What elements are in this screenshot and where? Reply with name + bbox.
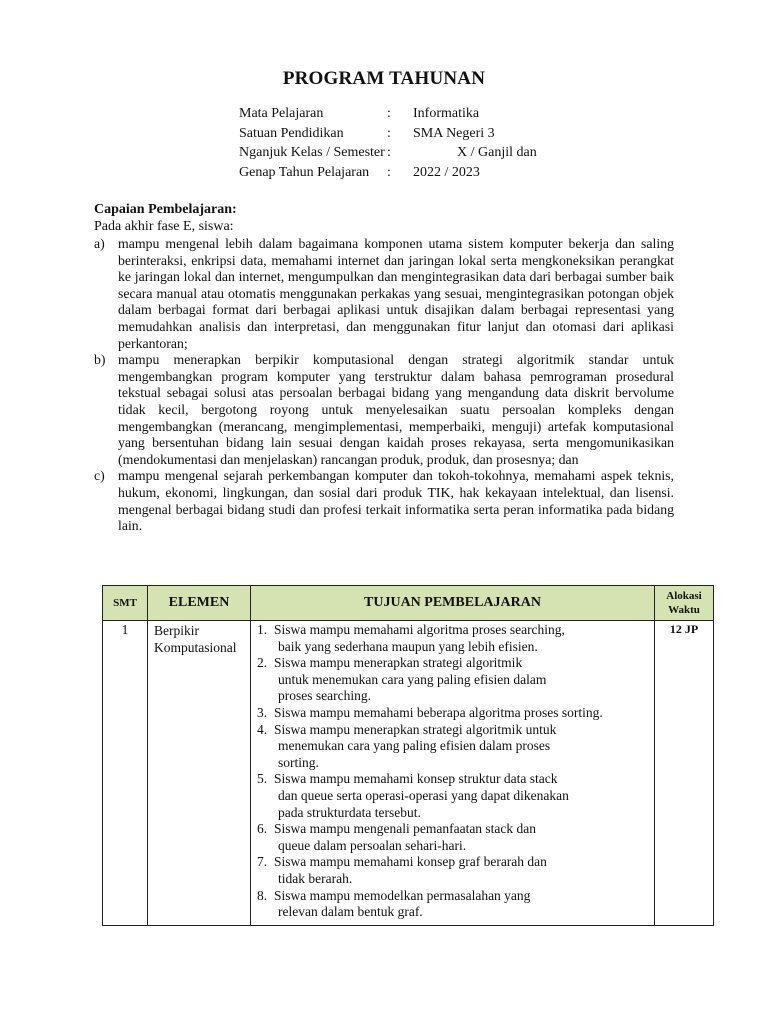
header-smt: SMT — [103, 586, 148, 621]
tujuan-item — [257, 771, 650, 821]
meta-label: Mata Pelajaran — [239, 106, 324, 121]
tujuan-line: sorting. — [278, 754, 319, 770]
document-meta — [239, 104, 537, 182]
cell-tujuan — [251, 621, 655, 926]
tujuan-line: pada strukturdata tersebut. — [278, 804, 421, 820]
header-elemen: ELEMEN — [148, 586, 251, 621]
tujuan-item — [257, 821, 650, 854]
document-title: PROGRAM TAHUNAN — [282, 68, 486, 89]
meta-value: Informatika — [413, 106, 480, 121]
tujuan-text — [274, 888, 650, 921]
capaian-text: mampu menerapkan berpikir komputasional dengan strategi algoritmik standar untuk mengembangkan program komputer yang terstruktur dalam bahasa pemrograman prosedural tekstual sebagai solusi atas persoalan berbagai bidang yang mengandung data diskrit bervolume tidak kecil, bergotong royong untuk menyelesaikan suatu persoalan kompleks dengan mengembangkan (merancang, mengimplementasi, memperbaiki, menguji) artefak komputasional yang bersentuhan bidang lain sesuai dengan kaidah proses rekayasa, serta mengomunikasikan (mendokumentasi dan menjelaskan) rancangan produk, produk, dan prosesnya; dan — [118, 352, 674, 467]
tujuan-number: 3. — [257, 704, 268, 720]
tujuan-number: 7. — [257, 854, 268, 870]
tujuan-line: Siswa mampu menerapkan strategi algoritmik untuk — [274, 721, 557, 737]
capaian-text: mampu mengenal sejarah perkembangan komputer dan tokoh-tokohnya, memahami aspek teknis, hukum, ekonomi, lingkungan, dan sosial dari produk TIK, hak kekayaan intelektual, dan lisensi. mengenal berbagai bidang studi dan profesi terkait informatika serta peran informatika pada bidang lain. — [118, 468, 674, 534]
tujuan-line: baik yang sederhana maupun yang lebih efisien. — [278, 638, 538, 654]
meta-row-satuan-pendidikan — [239, 124, 537, 144]
meta-value: 2022 / 2023 — [413, 164, 480, 180]
meta-value: X / Ganjil dan — [457, 145, 537, 160]
header-alokasi-waktu — [655, 586, 714, 621]
table-row — [103, 621, 714, 926]
tujuan-line: queue dalam persoalan sehari-hari. — [278, 837, 467, 853]
meta-colon: : — [387, 106, 391, 121]
meta-row-mata-pelajaran — [239, 104, 537, 124]
tujuan-text — [274, 655, 650, 705]
tujuan-line: dan queue serta operasi-operasi yang dapat dikenakan — [278, 787, 569, 803]
header-tujuan-pembelajaran: TUJUAN PEMBELAJARAN — [251, 586, 655, 621]
tujuan-item — [257, 705, 650, 722]
tujuan-item — [257, 888, 650, 921]
meta-colon: : — [387, 164, 391, 180]
header-waktu-line: Waktu — [668, 604, 700, 616]
list-marker: c) — [94, 468, 105, 484]
tujuan-text — [274, 854, 650, 887]
tujuan-text — [274, 722, 650, 772]
tujuan-line: Siswa mampu memahami konsep graf berarah dan — [274, 854, 547, 870]
tujuan-line: Siswa mampu mengenali pemanfaatan stack dan — [274, 821, 537, 837]
tujuan-text — [274, 705, 650, 722]
capaian-heading: Capaian Pembelajaran: — [94, 202, 237, 217]
capaian-item-c — [94, 468, 674, 534]
meta-value: SMA Negeri 3 — [413, 125, 495, 141]
meta-colon: : — [387, 125, 391, 141]
capaian-item-b — [94, 352, 674, 468]
tujuan-text — [274, 622, 650, 655]
tujuan-line: Siswa mampu memahami beberapa algoritma proses sorting. — [274, 704, 603, 720]
tujuan-item — [257, 854, 650, 887]
meta-colon: : — [387, 145, 391, 160]
meta-label: Genap Tahun Pelajaran — [239, 164, 370, 180]
cell-elemen — [148, 621, 251, 926]
tujuan-text — [274, 771, 650, 821]
tujuan-line: proses searching. — [278, 688, 371, 704]
tujuan-line: untuk menemukan cara yang paling efisien dalam — [278, 671, 547, 687]
capaian-item-a — [94, 236, 674, 352]
list-marker: b) — [94, 352, 106, 368]
tujuan-line: relevan dalam bentuk graf. — [278, 904, 423, 920]
meta-label: Nganjuk Kelas / Semester — [239, 145, 385, 160]
tujuan-number: 4. — [257, 721, 268, 737]
meta-label: Satuan Pendidikan — [239, 125, 344, 141]
tujuan-line: Siswa mampu memahami algoritma proses searching, — [274, 622, 565, 637]
meta-row-kelas-semester — [239, 143, 537, 163]
tujuan-item — [257, 722, 650, 772]
header-alokasi-line: Alokasi — [666, 590, 702, 602]
tujuan-number: 6. — [257, 821, 268, 837]
tujuan-line: menemukan cara yang paling efisien dalam proses — [278, 738, 551, 754]
table-header-row — [103, 586, 714, 621]
capaian-text: mampu mengenal lebih dalam bagaimana komponen utama sistem komputer bekerja dan saling berinteraksi, enkripsi data, memahami internet dan jaringan lokal serta mengkoneksikan perangkat ke jaringan lokal dan internet, mengumpulkan dan mengintegrasikan data dari berbagai sumber baik secara manual atau otomatis menggunakan perkakas yang sesuai, mengintegrasikan potongan objek dalam berbagai format dari berbagai aplikasi untuk disajikan dalam berbagai representasi yang memudahkan analisis dan interpretasi, dan menggunakan fitur lanjut dan otomasi dari aplikasi perkantoran; — [118, 236, 674, 351]
tujuan-number: 5. — [257, 771, 268, 787]
tujuan-line: tidak berarah. — [278, 870, 353, 886]
capaian-intro: Pada akhir fase E, siswa: — [94, 219, 234, 234]
elemen-line: Berpikir — [154, 623, 199, 638]
cell-smt: 1 — [103, 621, 148, 926]
tujuan-item — [257, 655, 650, 705]
tujuan-number: 1. — [257, 622, 268, 637]
program-tahunan-table — [102, 585, 714, 926]
tujuan-line: Siswa mampu menerapkan strategi algoritmik — [274, 655, 523, 671]
tujuan-line: Siswa mampu memahami konsep struktur data stack — [274, 771, 558, 787]
tujuan-line: Siswa mampu memodelkan permasalahan yang — [274, 887, 531, 903]
elemen-line: Komputasional — [154, 640, 237, 655]
tujuan-number: 2. — [257, 655, 268, 671]
list-marker: a) — [94, 236, 105, 251]
tujuan-item — [257, 622, 650, 655]
capaian-list — [94, 236, 674, 535]
cell-alokasi-waktu: 12 JP — [655, 621, 714, 926]
tujuan-number: 8. — [257, 887, 268, 903]
meta-row-tahun-pelajaran — [239, 163, 537, 183]
tujuan-text — [274, 821, 650, 854]
